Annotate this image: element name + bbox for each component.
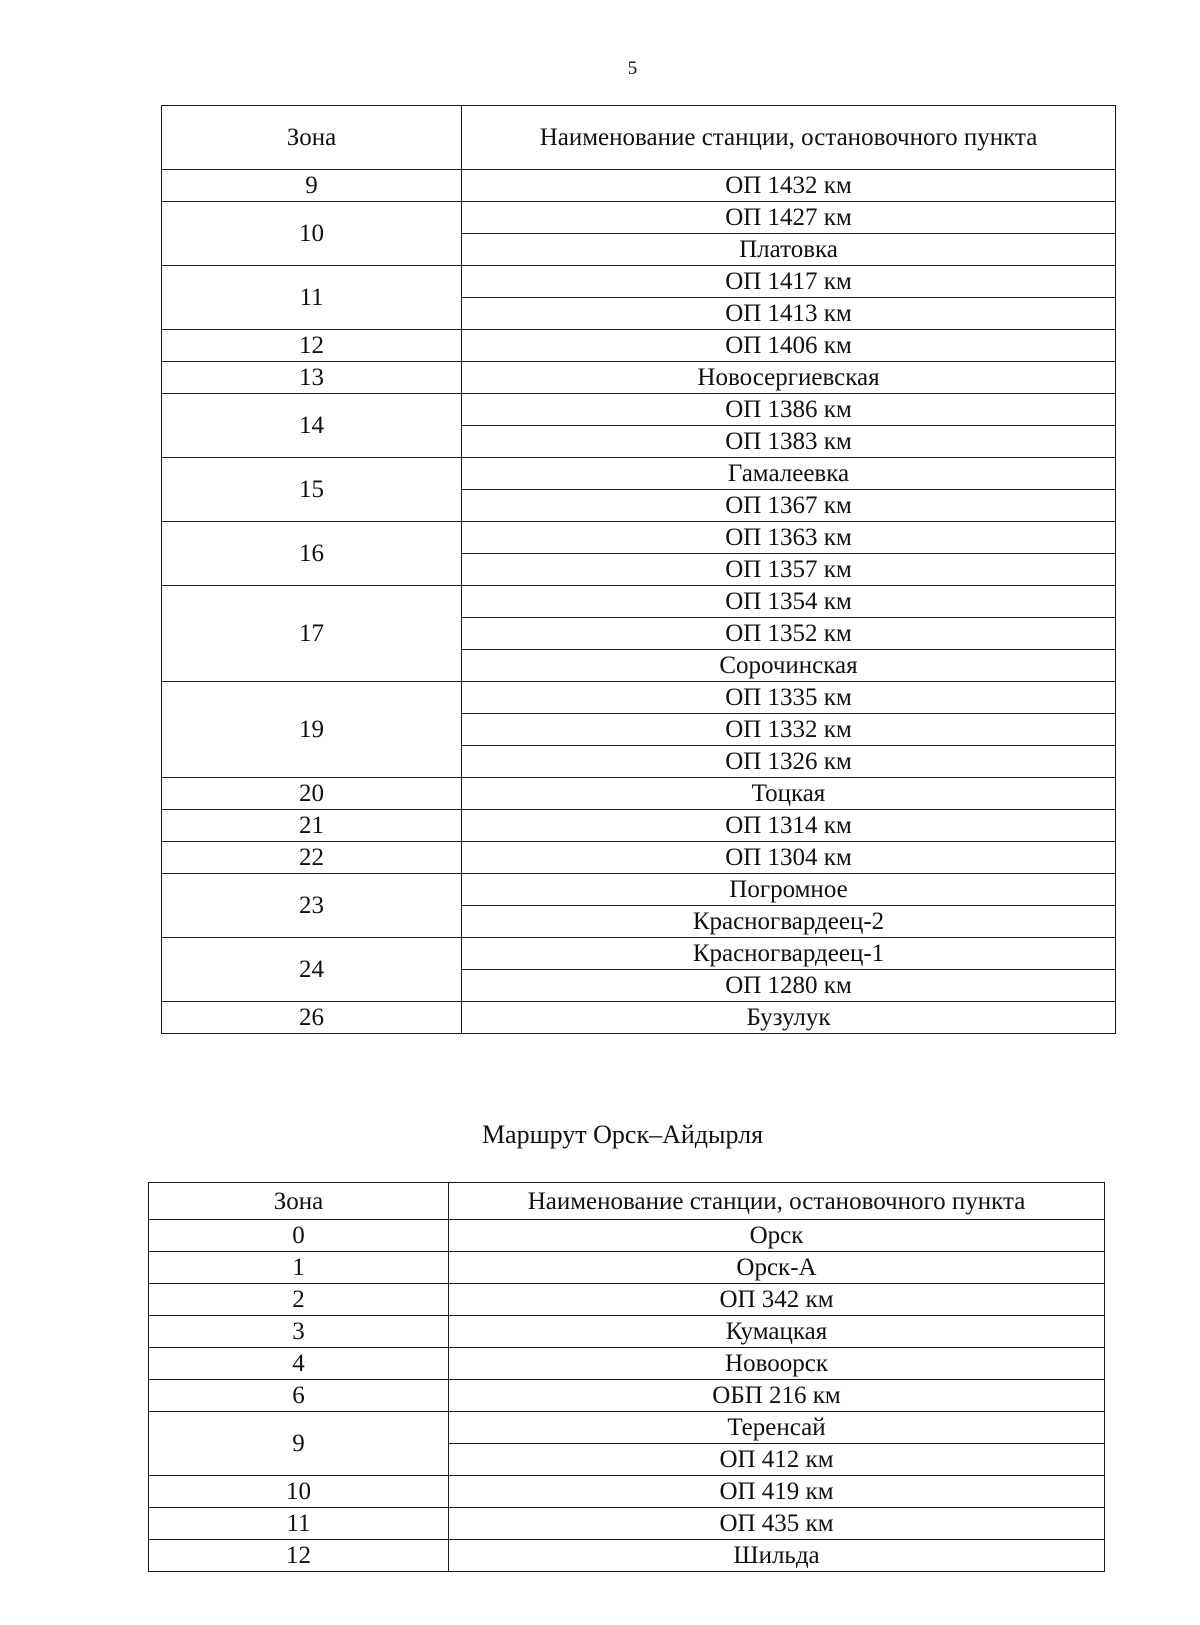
zone-cell: 3 <box>149 1316 449 1348</box>
station-cell: ОП 1335 км <box>462 682 1116 714</box>
table-row <box>162 362 1116 394</box>
station-cell: ОП 435 км <box>449 1508 1105 1540</box>
station-cell: ОП 1304 км <box>462 842 1116 874</box>
station-cell: ОП 1413 км <box>462 298 1116 330</box>
route-title: Маршрут Орск–Айдырля <box>481 1120 764 1149</box>
station-cell: Орск-А <box>449 1252 1105 1284</box>
station-cell: Шильда <box>449 1540 1105 1572</box>
column-header-zone: Зона <box>149 1183 449 1220</box>
table-row <box>149 1316 1105 1348</box>
zones-table-1 <box>161 105 1116 1034</box>
zone-cell: 4 <box>149 1348 449 1380</box>
zone-cell: 23 <box>162 874 462 938</box>
table-row <box>162 522 1116 554</box>
table-row <box>162 266 1116 298</box>
zone-cell: 20 <box>162 778 462 810</box>
table-row <box>149 1348 1105 1380</box>
zone-cell: 11 <box>162 266 462 330</box>
table-header-row <box>162 106 1116 170</box>
page-number: 5 <box>627 58 638 79</box>
station-cell: Новоорск <box>449 1348 1105 1380</box>
station-cell: ОП 1354 км <box>462 586 1116 618</box>
zone-cell: 17 <box>162 586 462 682</box>
station-cell: Орск <box>449 1220 1105 1252</box>
zone-cell: 13 <box>162 362 462 394</box>
zone-cell: 12 <box>149 1540 449 1572</box>
station-cell: ОП 1427 км <box>462 202 1116 234</box>
table-row <box>162 394 1116 426</box>
column-header-station: Наименование станции, остановочного пункта <box>462 106 1116 170</box>
station-cell: ОП 419 км <box>449 1476 1105 1508</box>
zone-cell: 6 <box>149 1380 449 1412</box>
table-row <box>149 1412 1105 1444</box>
table-row <box>162 682 1116 714</box>
station-cell: ОП 1280 км <box>462 970 1116 1002</box>
station-cell: ОП 1417 км <box>462 266 1116 298</box>
column-header-zone: Зона <box>162 106 462 170</box>
zone-cell: 24 <box>162 938 462 1002</box>
table-row <box>162 1002 1116 1034</box>
zone-cell: 22 <box>162 842 462 874</box>
zones-table-2 <box>148 1182 1105 1572</box>
station-cell: ОП 1332 км <box>462 714 1116 746</box>
table-row <box>162 874 1116 906</box>
zone-cell: 0 <box>149 1220 449 1252</box>
table-row <box>149 1252 1105 1284</box>
station-cell: ОП 1363 км <box>462 522 1116 554</box>
station-cell: ОП 1386 км <box>462 394 1116 426</box>
table-row <box>149 1476 1105 1508</box>
station-cell: Бузулук <box>462 1002 1116 1034</box>
zone-cell: 9 <box>162 170 462 202</box>
station-cell: ОБП 216 км <box>449 1380 1105 1412</box>
table-row <box>162 810 1116 842</box>
zone-cell: 1 <box>149 1252 449 1284</box>
station-cell: Сорочинская <box>462 650 1116 682</box>
table-row <box>149 1284 1105 1316</box>
station-cell: ОП 1326 км <box>462 746 1116 778</box>
table-row <box>149 1220 1105 1252</box>
zone-cell: 9 <box>149 1412 449 1476</box>
table-row <box>162 330 1116 362</box>
table-row <box>149 1508 1105 1540</box>
table-row <box>162 170 1116 202</box>
zone-cell: 15 <box>162 458 462 522</box>
zone-cell: 14 <box>162 394 462 458</box>
zone-cell: 12 <box>162 330 462 362</box>
zone-cell: 10 <box>162 202 462 266</box>
zone-cell: 26 <box>162 1002 462 1034</box>
table-row <box>162 202 1116 234</box>
zone-cell: 21 <box>162 810 462 842</box>
table-body <box>149 1220 1105 1572</box>
station-cell: Кумацкая <box>449 1316 1105 1348</box>
column-header-station: Наименование станции, остановочного пункта <box>449 1183 1105 1220</box>
table-row <box>149 1540 1105 1572</box>
station-cell: ОП 1367 км <box>462 490 1116 522</box>
table-row <box>149 1380 1105 1412</box>
zone-cell: 16 <box>162 522 462 586</box>
station-cell: Красногвардеец-1 <box>462 938 1116 970</box>
zone-cell: 19 <box>162 682 462 778</box>
station-cell: Новосергиевская <box>462 362 1116 394</box>
station-cell: ОП 412 км <box>449 1444 1105 1476</box>
station-cell: Красногвардеец-2 <box>462 906 1116 938</box>
station-cell: ОП 1406 км <box>462 330 1116 362</box>
table-row <box>162 458 1116 490</box>
zone-cell: 10 <box>149 1476 449 1508</box>
table-header-row <box>149 1183 1105 1220</box>
station-cell: Погромное <box>462 874 1116 906</box>
station-cell: Тоцкая <box>462 778 1116 810</box>
table-row <box>162 778 1116 810</box>
table-row <box>162 586 1116 618</box>
station-cell: Теренсай <box>449 1412 1105 1444</box>
station-cell: ОП 342 км <box>449 1284 1105 1316</box>
table-body <box>162 170 1116 1034</box>
station-cell: Гамалеевка <box>462 458 1116 490</box>
table-row <box>162 938 1116 970</box>
station-cell: ОП 1383 км <box>462 426 1116 458</box>
station-cell: Платовка <box>462 234 1116 266</box>
station-cell: ОП 1314 км <box>462 810 1116 842</box>
zone-cell: 11 <box>149 1508 449 1540</box>
table-row <box>162 842 1116 874</box>
zone-cell: 2 <box>149 1284 449 1316</box>
station-cell: ОП 1432 км <box>462 170 1116 202</box>
station-cell: ОП 1352 км <box>462 618 1116 650</box>
station-cell: ОП 1357 км <box>462 554 1116 586</box>
